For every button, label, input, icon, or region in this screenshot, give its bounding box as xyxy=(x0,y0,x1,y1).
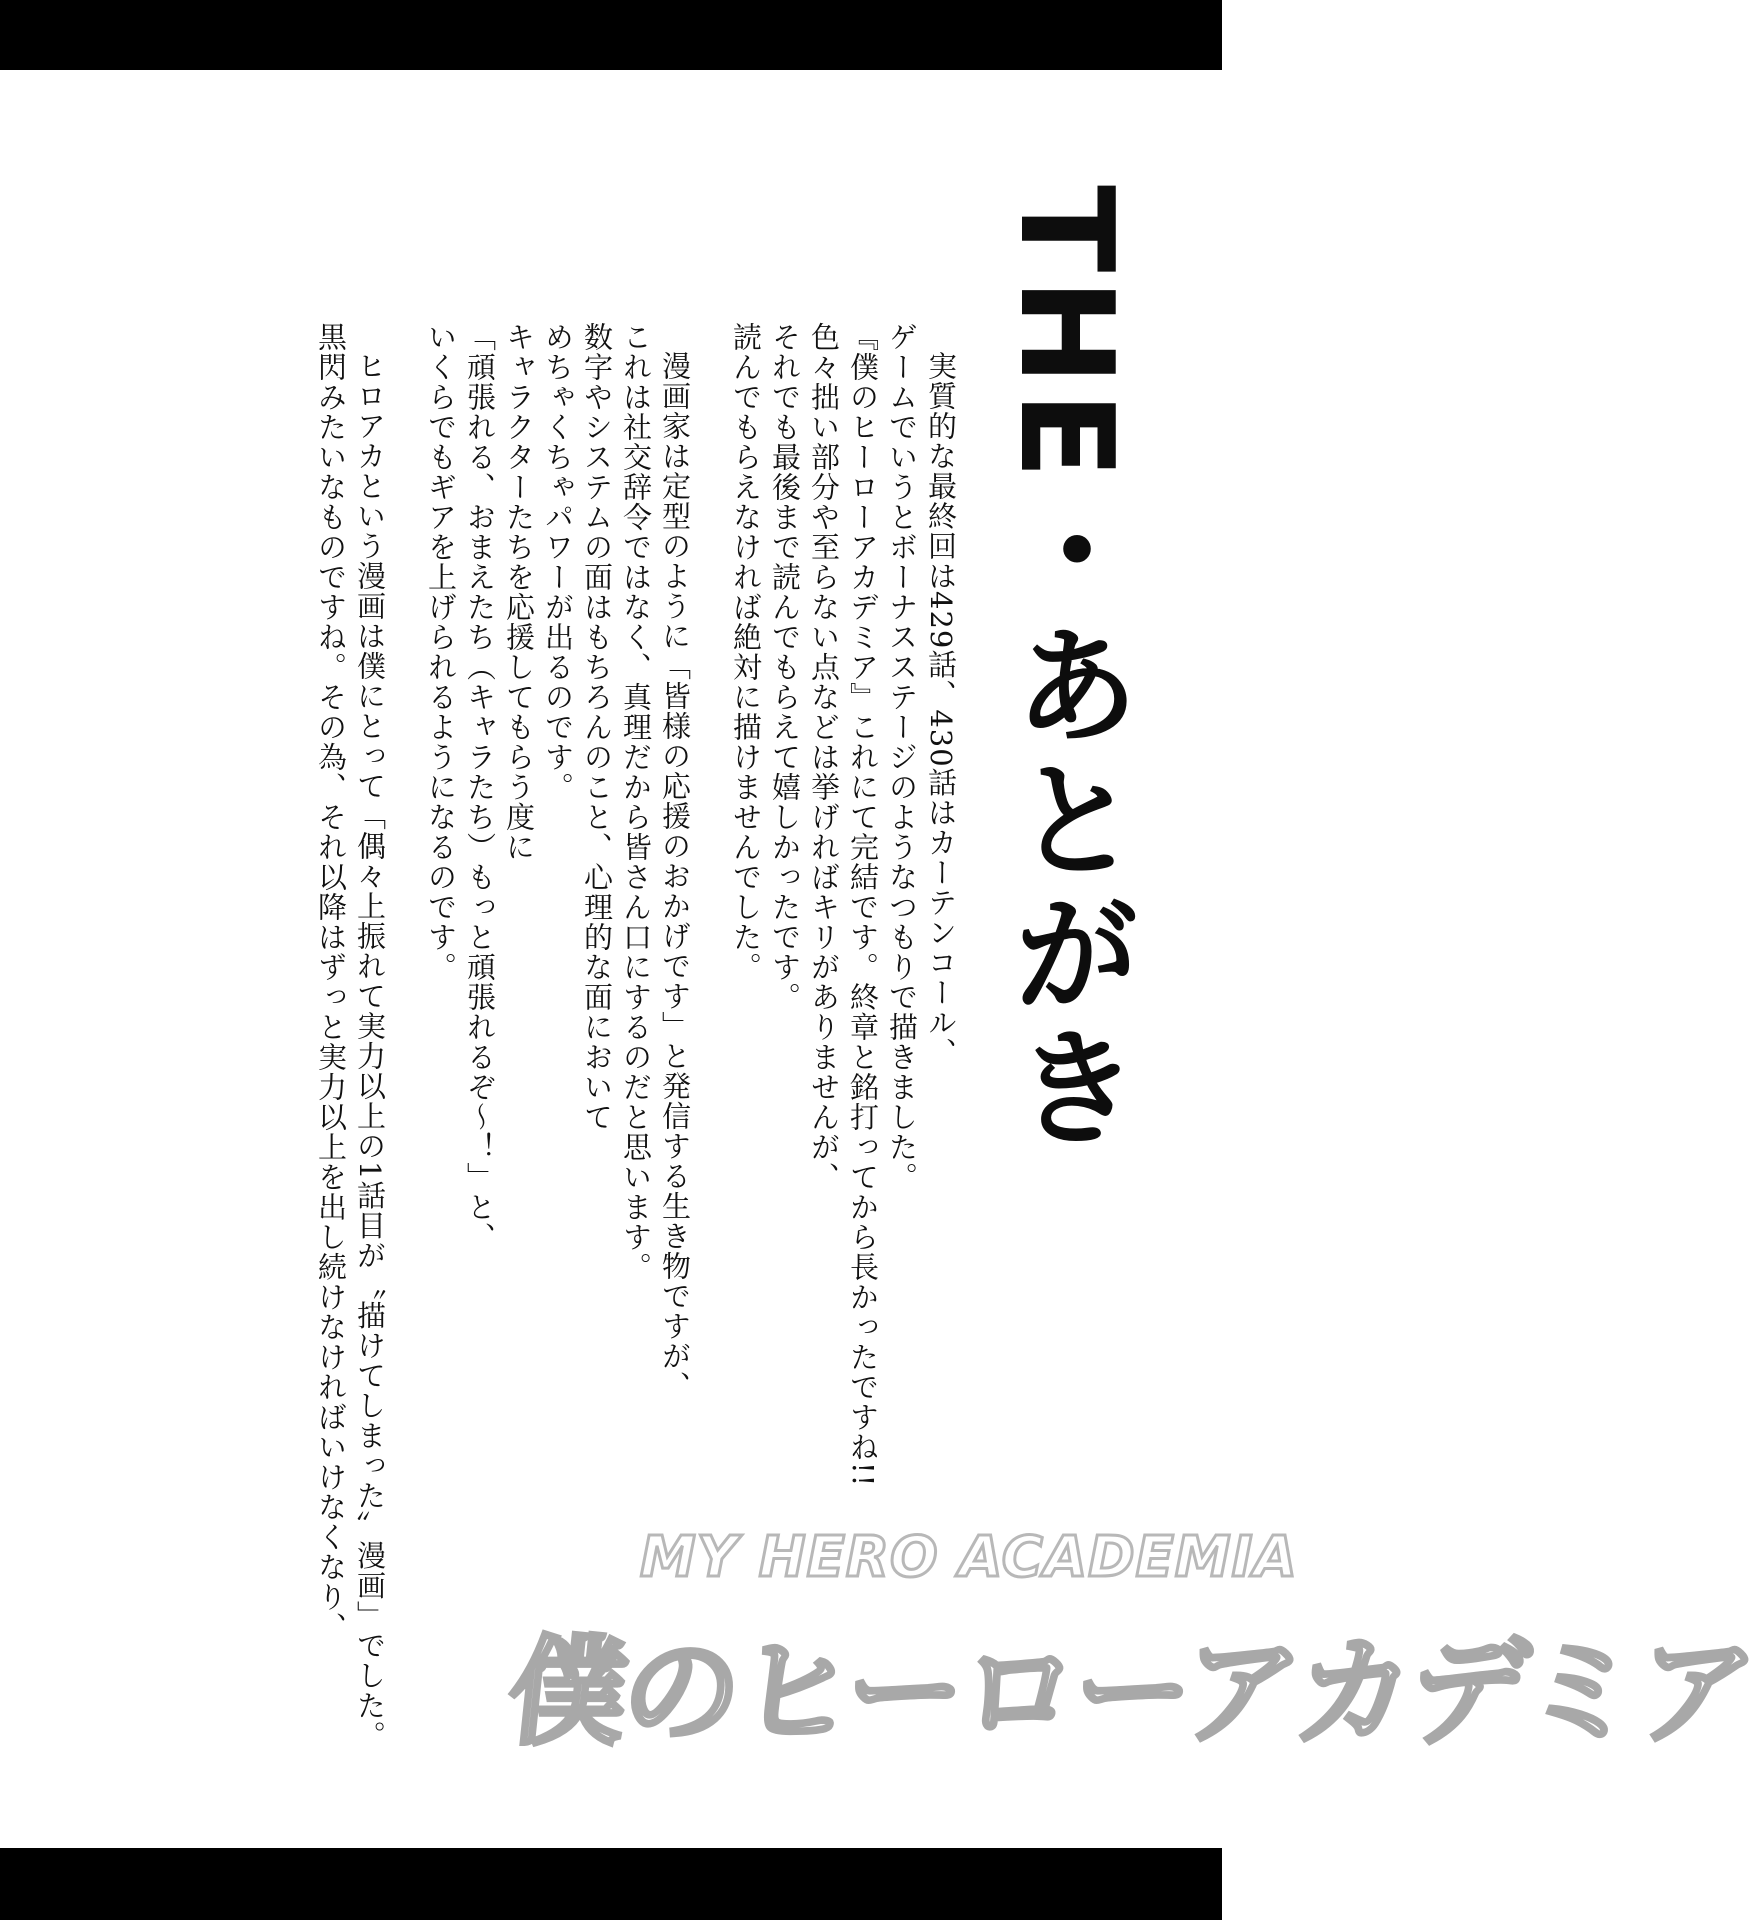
afterword-title: THE・あとがき xyxy=(991,185,1140,1155)
afterword-body xyxy=(311,322,960,1751)
afterword-line: 漫画家は定型のように「皆様の応援のおかげです」と発信する生き物ですが、 xyxy=(658,351,692,1401)
afterword-line: めちゃくちゃパワーが出るのです。 xyxy=(541,322,575,802)
afterword-line: それでも最後まで読んでもらえて嬉しかったです。 xyxy=(768,322,802,1012)
afterword-line: 色々拙い部分や至らない点などは挙げればキリがありませんが、 xyxy=(807,322,841,1192)
afterword-line: 黒閃みたいなものですね。その為、それ以降はずっと実力以上を出し続けなければいけなくなり、 xyxy=(314,322,348,1642)
paragraph-break xyxy=(389,322,421,1672)
logo-latin-text: MY HERO ACADEMIA xyxy=(640,1525,1298,1590)
logo-japanese-text: 僕のヒーローアカデミア xyxy=(501,1623,1759,1761)
afterword-line: 数字やシステムの面はもちろんのこと、心理的な面において xyxy=(580,322,614,1132)
afterword-line: これは社交辞令ではなく、真理だから皆さん口にするのだと思います。 xyxy=(619,322,653,1282)
afterword-line: 読んでもらえなければ絶対に描けませんでした。 xyxy=(729,322,763,982)
top-black-bar xyxy=(0,0,1222,70)
bottom-black-bar xyxy=(0,1848,1222,1920)
afterword-line: 『僕のヒーローアカデミア』これにて完結です。終章と銘打ってから長かったですね!! xyxy=(846,322,880,1488)
afterword-line: いくらでもギアを上げられるようになるのです。 xyxy=(424,322,458,982)
afterword-line: 実質的な最終回は429話、430話はカーテンコール、 xyxy=(924,351,958,1068)
afterword-line: ヒロアカという漫画は僕にとって「偶々上振れて実力以上の1話目が〝描けてしまった〟漫画」でした。 xyxy=(353,351,387,1751)
paragraph-break xyxy=(694,322,726,1672)
afterword-line: キャラクターたちを応援してもらう度に xyxy=(502,322,536,862)
afterword-line: ゲームでいうとボーナスステージのようなつもりで描きました。 xyxy=(885,322,919,1192)
series-logo xyxy=(501,1525,1759,1780)
afterword-line: 「頑張れる、おまえたち（キャラたち）もっと頑張れるぞ～！」と、 xyxy=(463,322,497,1252)
